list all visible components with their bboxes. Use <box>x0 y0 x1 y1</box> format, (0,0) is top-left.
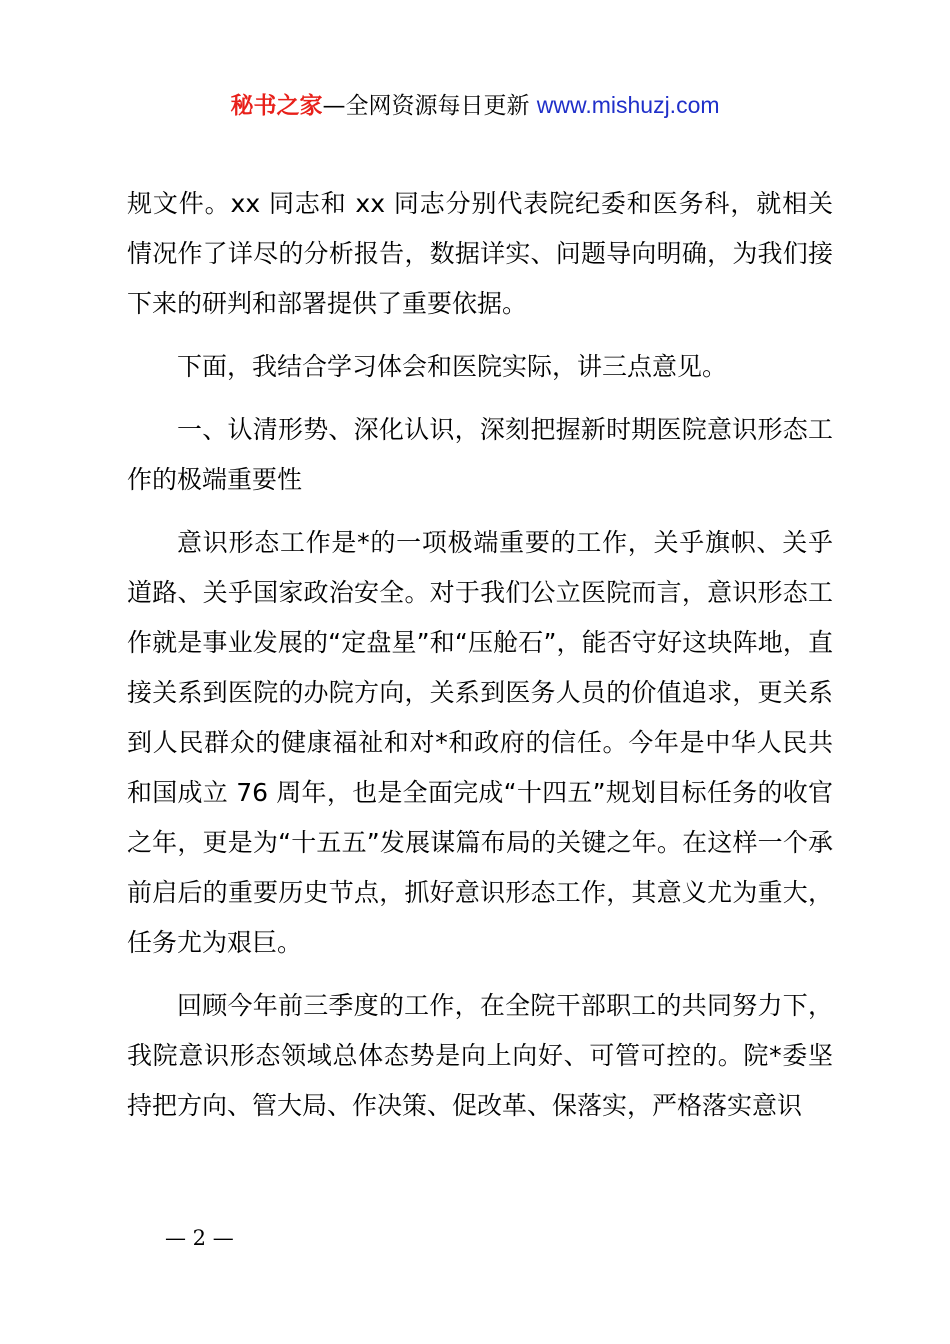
header-tagline: —全网资源每日更新 <box>322 93 537 119</box>
page-number: — 2 — <box>165 1226 234 1250</box>
brand-name: 秘书之家 <box>230 93 323 119</box>
section-heading-1: 一、认清形势、深化认识，深刻把握新时期医院意识形态工作的极端重要性 <box>127 415 833 494</box>
paragraph-1: 规文件。xx 同志和 xx 同志分别代表院纪委和医务科，就相关情况作了详尽的分析报告，数据详实、问题导向明确，为我们接下来的研判和部署提供了重要依据。 <box>127 189 833 318</box>
document-body <box>127 179 833 1144</box>
paragraph-3: 意识形态工作是*的一项极端重要的工作，关乎旗帜、关乎道路、关乎国家政治安全。对于我们公立医院而言，意识形态工作就是事业发展的“定盘星”和“压舱石”，能否守好这块阵地，直接关系到医院的办院方向，关系到医务人员的价值追求，更关系到人民群众的健康福祉和对*和政府的信任。今年是中华人民共和国成立 76 周年，也是全面完成“十四五”规划目标任务的收官之年，更是为“十五五”发展谋篇布局的关键之年。在这样一个承前启后的重要历史节点，抓好意识形态工作，其意义尤为重大，任务尤为艰巨。 <box>127 528 833 957</box>
site-link[interactable]: www.mishuzj.com <box>536 92 720 118</box>
paragraph-4: 回顾今年前三季度的工作，在全院干部职工的共同努力下，我院意识形态领域总体态势是向上向好、可管可控的。院*委坚持把方向、管大局、作决策、促改革、保落实，严格落实意识 <box>127 991 833 1120</box>
paragraph-2: 下面，我结合学习体会和医院实际，讲三点意见。 <box>177 352 728 381</box>
page-header <box>0 88 950 123</box>
